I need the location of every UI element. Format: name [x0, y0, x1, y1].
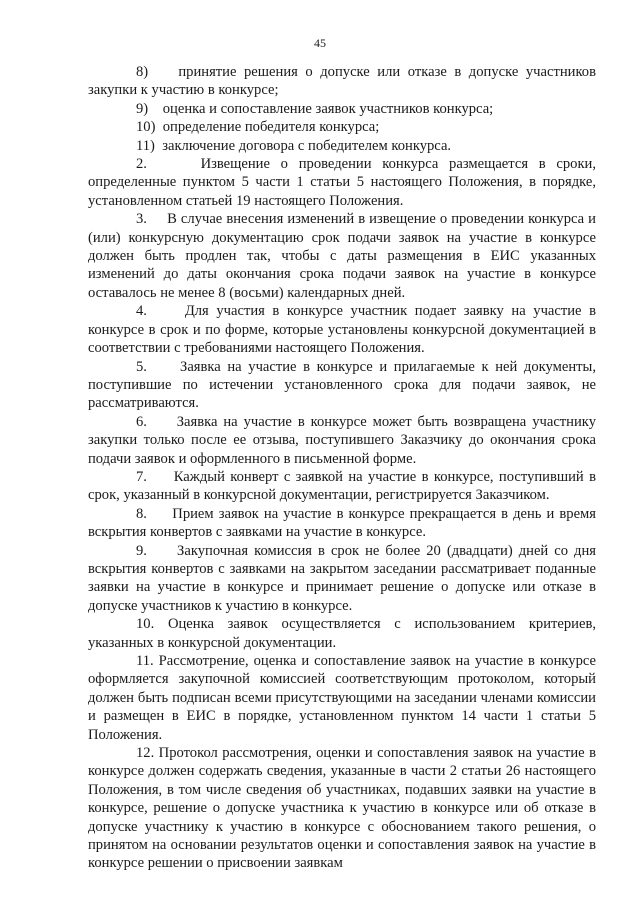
paragraph-clause-3: 3. В случае внесения изменений в извещение о проведении конкурса и (или) конкурсную документацию срок подачи заявок на участие в конкурсе должен быть продлен так, чтобы с даты размещения в ЕИС указанных изменений до даты окончания срока подачи заявок на участие в конкурсе оставалось не менее 8 (восьми) календарных дней. [88, 211, 596, 301]
paragraph-item-10: 10) определение победителя конкурса; [136, 119, 380, 136]
document-body [88, 63, 596, 873]
paragraph-clause-5: 5. Заявка на участие в конкурсе и прилагаемые к ней документы, поступившие по истечении установленного срока для подачи заявок, не рассматриваются. [88, 358, 596, 412]
paragraph-item-9: 9) оценка и сопоставление заявок участников конкурса; [136, 100, 494, 117]
page-number: 45 [314, 36, 326, 50]
paragraph-clause-9: 9. Закупочная комиссия в срок не более 20 (двадцати) дней со дня вскрытия конвертов с заявками на закрытом заседании рассматривает поданные заявки на участие в конкурсе и принимает решение о допуске или отказе в допуске участников к участию в конкурсе. [88, 542, 596, 614]
paragraph-clause-6: 6. Заявка на участие в конкурсе может быть возвращена участнику закупки только после ее отзыва, поступившего Заказчику до окончания срока подачи заявок и оформленного в письменной форме. [88, 413, 596, 467]
paragraph-item-11: 11) заключение договора с победителем конкурса. [136, 137, 452, 154]
paragraph-clause-2: 2. Извещение о проведении конкурса размещается в сроки, определенные пунктом 5 части 1 статьи 5 настоящего Положения, в порядке, установленном статьей 19 настоящего Положения. [88, 156, 596, 209]
paragraph-item-8: 8) принятие решения о допуске или отказе в допуске участников закупки к участию в конкурсе; [88, 64, 596, 99]
paragraph-clause-8: 8. Прием заявок на участие в конкурсе прекращается в день и время вскрытия конвертов с заявками на участие в конкурсе. [88, 505, 596, 541]
paragraph-clause-11: 11. Рассмотрение, оценка и сопоставление заявок на участие в конкурсе оформляется закупочной комиссией соответствующим протоколом, который должен быть подписан всеми присутствующими на заседании членами комиссии и размещен в ЕИС в порядке, установленном пунктом 14 части 1 статьи 5 Положения. [88, 653, 596, 743]
paragraph-clause-12: 12. Протокол рассмотрения, оценки и сопоставления заявок на участие в конкурсе должен содержать сведения, указанные в части 2 статьи 26 настоящего Положения, в том числе сведения об участниках, подавших заявки на участие в конкурсе, решение о допуске участника к участию в конкурсе или об отказе в допуске участнику к участию в конкурсе с обоснованием такого решения, о принятом на основании результатов оценки и сопоставления заявок на участие в конкурсе решении о присвоении заявкам [88, 745, 596, 872]
paragraph-clause-10: 10. Оценка заявок осуществляется с использованием критериев, указанных в конкурсной документации. [88, 616, 596, 651]
paragraph-clause-4: 4. Для участия в конкурсе участник подает заявку на участие в конкурсе в срок и по форме, которые установлены конкурсной документацией в соответствии с требованиями настоящего Положения. [88, 303, 596, 357]
paragraph-clause-7: 7. Каждый конверт с заявкой на участие в конкурсе, поступивший в срок, указанный в конкурсной документации, регистрируется Заказчиком. [88, 468, 596, 504]
